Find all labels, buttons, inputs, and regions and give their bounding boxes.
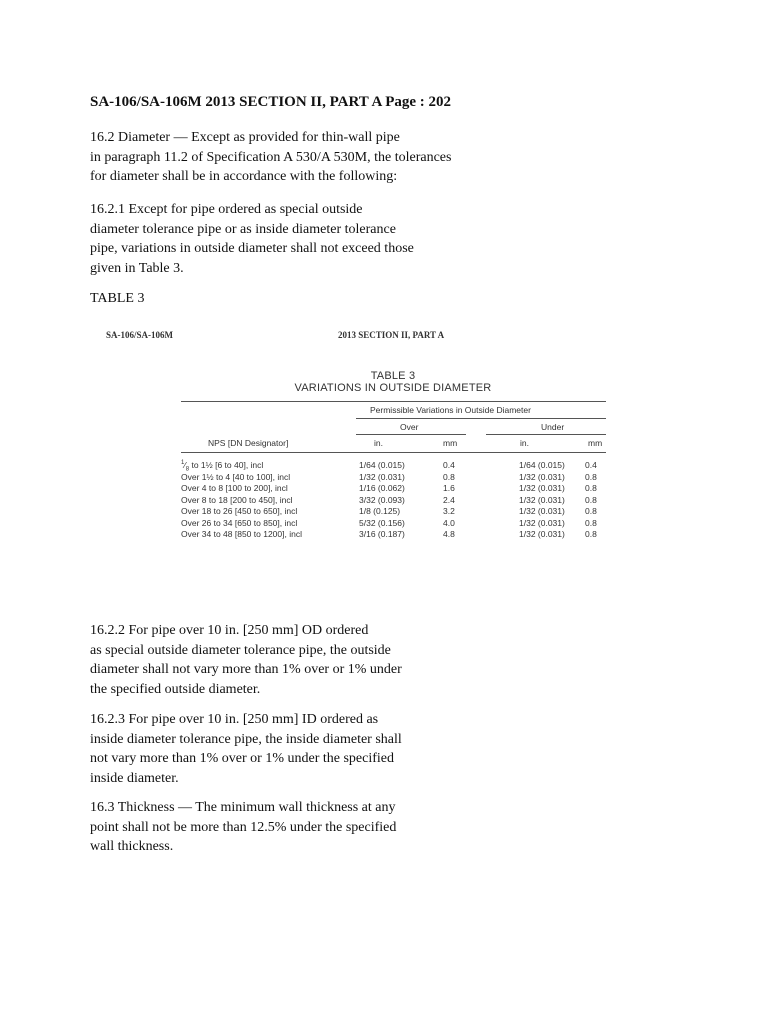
text-line: pipe, variations in outside diameter shall not exceed those <box>90 241 414 256</box>
nps-cell: Over 8 to 18 [200 to 450], incl <box>181 494 293 505</box>
over-in-cell: 1/16 (0.062) <box>359 483 405 493</box>
text-line: given in Table 3. <box>90 260 184 276</box>
group-header: Permissible Variations in Outside Diameter <box>370 405 531 415</box>
over-mm-cell: 4.0 <box>443 517 455 528</box>
figure-header-left: SA-106/SA-106M <box>106 330 173 340</box>
paragraph-16-2-diameter <box>90 128 470 187</box>
under-in-cell: 1/32 (0.031) <box>519 506 565 516</box>
table-title-caption: VARIATIONS IN OUTSIDE DIAMETER <box>294 382 492 394</box>
paragraph-16-2-1 <box>90 200 470 278</box>
text-line: in paragraph 11.2 of Specification A 530/A 530M, the tolerances <box>90 149 452 165</box>
nps-header: NPS [DN Designator] <box>208 438 289 448</box>
text-line: point shall not be more than 12.5% under the specified <box>90 819 397 835</box>
nps-cell: Over 18 to 26 [450 to 650], incl <box>181 506 298 516</box>
text-line: inside diameter tolerance pipe, the inside diameter shall <box>90 731 402 747</box>
table-row <box>181 483 606 494</box>
over-mm-cell: 0.4 <box>443 460 455 470</box>
text-line: inside diameter. <box>90 770 179 786</box>
over-header: Over <box>400 422 419 432</box>
table-title <box>98 370 688 394</box>
under-in-header: in. <box>520 438 529 448</box>
nps-cell: Over 34 to 48 [850 to 1200], incl <box>181 529 302 539</box>
over-mm-cell: 0.8 <box>443 471 455 482</box>
text-line: for diameter shall be in accordance with the following: <box>90 169 398 184</box>
under-in-cell: 1/32 (0.031) <box>519 471 565 482</box>
text-line: 16.2.3 For pipe over 10 in. [250 mm] ID ordered as <box>90 712 379 727</box>
text-line: 16.2 Diameter — Except as provided for thin-wall pipe <box>90 130 400 145</box>
under-mm-cell: 0.8 <box>585 517 597 528</box>
nps-cell: Over 1½ to 4 [40 to 100], incl <box>181 471 291 482</box>
under-in-cell: 1/64 (0.015) <box>519 460 565 470</box>
under-in-cell: 1/32 (0.031) <box>519 517 565 528</box>
table-row <box>181 529 606 540</box>
table-top-rule <box>181 401 606 402</box>
under-in-cell: 1/32 (0.031) <box>519 529 565 539</box>
table-row <box>181 518 606 529</box>
table-3-figure <box>98 326 618 556</box>
group-rule <box>356 418 606 419</box>
text-line: not vary more than 1% over or 1% under the specified <box>90 751 395 766</box>
nps-cell: Over 4 to 8 [100 to 200], incl <box>181 483 288 493</box>
table-row <box>181 472 606 483</box>
over-in-cell: 1/32 (0.031) <box>359 471 405 482</box>
under-in-cell: 1/32 (0.031) <box>519 483 565 493</box>
text-line: diameter tolerance pipe or as inside diameter tolerance <box>90 221 396 237</box>
table-row <box>181 460 606 471</box>
under-mm-cell: 0.4 <box>585 460 597 470</box>
document-heading: SA-106/SA-106M 2013 SECTION II, PART A Page : 202 <box>90 94 452 110</box>
paragraph-16-3-thickness <box>90 798 470 857</box>
under-header: Under <box>541 422 565 432</box>
header-bottom-rule <box>181 452 606 453</box>
over-mm-cell: 1.6 <box>443 483 455 493</box>
under-mm-cell: 0.8 <box>585 471 597 482</box>
text-line: 16.3 Thickness — The minimum wall thickness at any <box>90 800 396 815</box>
over-in-cell: 1/8 (0.125) <box>359 506 401 516</box>
over-in-cell: 3/16 (0.187) <box>359 529 405 539</box>
over-in-header: in. <box>374 438 383 448</box>
paragraph-16-2-3 <box>90 710 470 788</box>
table-title-number: TABLE 3 <box>370 370 416 382</box>
under-in-cell: 1/32 (0.031) <box>519 494 565 505</box>
over-in-cell: 3/32 (0.093) <box>359 494 405 505</box>
text-line: as special outside diameter tolerance pipe, the outside <box>90 642 391 658</box>
paragraph-16-2-2 <box>90 621 470 699</box>
figure-header-right: 2013 SECTION II, PART A <box>338 330 445 340</box>
table-row <box>181 495 606 506</box>
over-in-cell: 5/32 (0.156) <box>359 517 405 528</box>
nps-cell: $^1⁄_8$ to 1½ [6 to 40], incl <box>181 460 264 473</box>
over-rule <box>356 434 466 435</box>
under-mm-cell: 0.8 <box>585 483 597 493</box>
text-line: 16.2.2 For pipe over 10 in. [250 mm] OD ordered <box>90 623 369 638</box>
under-mm-cell: 0.8 <box>585 494 597 505</box>
over-mm-header: mm <box>443 438 458 448</box>
under-mm-cell: 0.8 <box>585 529 597 539</box>
under-rule <box>486 434 606 435</box>
over-mm-cell: 3.2 <box>443 506 455 516</box>
text-line: 16.2.1 Except for pipe ordered as special outside <box>90 202 363 217</box>
over-in-cell: 1/64 (0.015) <box>359 460 405 470</box>
text-line: the specified outside diameter. <box>90 681 261 697</box>
nps-cell: Over 26 to 34 [650 to 850], incl <box>181 517 298 528</box>
table-row <box>181 506 606 517</box>
table-label: TABLE 3 <box>90 291 145 306</box>
text-line: diameter shall not vary more than 1% over or 1% under <box>90 662 402 677</box>
under-mm-cell: 0.8 <box>585 506 597 516</box>
over-mm-cell: 2.4 <box>443 494 455 505</box>
under-mm-header: mm <box>588 438 603 448</box>
over-mm-cell: 4.8 <box>443 529 455 539</box>
text-line: wall thickness. <box>90 839 174 854</box>
